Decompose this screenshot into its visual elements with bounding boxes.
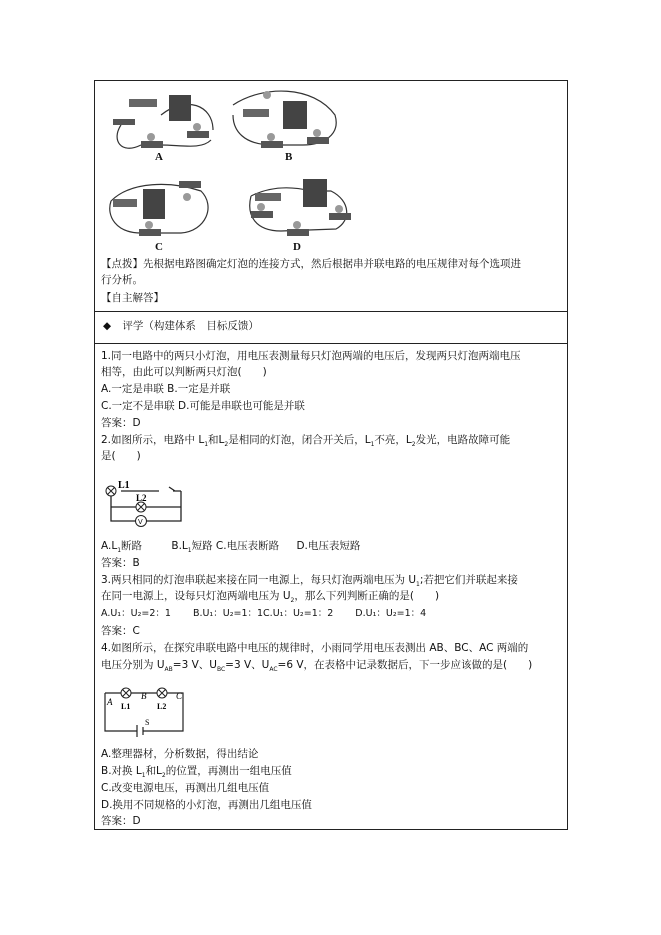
circuit-picture-c <box>101 171 221 251</box>
q2-label-l2: L2 <box>136 493 147 503</box>
q1-option-cd: C.一定不是串联 D.可能是串联也可能是并联 <box>101 400 305 412</box>
self-answer-label: 【自主解答】 <box>101 292 164 304</box>
q4-option-c: C.改变电源电压，再测出几组电压值 <box>101 782 270 794</box>
q2-line-2: 是( ) <box>101 450 141 462</box>
tip-line-1: 【点拨】先根据电路图确定灯泡的连接方式，然后根据串并联电路的电压规律对每个选项进 <box>101 258 521 270</box>
q3-options: A.U₁：U₂=2：1 B.U₁：U₂=1：1C.U₁：U₂=1：2 D.U₁：U₂=1：4 <box>101 608 427 619</box>
q1-option-ab: A.一定是串联 B.一定是并联 <box>101 383 231 395</box>
section-header <box>103 319 259 334</box>
q4-label-b: B <box>141 691 147 701</box>
q2-answer: 答案：B <box>101 557 140 569</box>
q4-line-2: 电压分别为 $U_{AB}=3$ V、$U_{BC}=3$ V、$U_{AC}=6$ V，在表格中记录数据后，下一步应该做的是( ) <box>101 659 533 674</box>
divider <box>95 343 567 344</box>
q3-answer: 答案：C <box>101 625 140 637</box>
q1-line-1: 1.同一电路中的两只小灯泡，用电压表测量每只灯泡两端的电压后，发现两只灯泡两端电压 <box>101 350 521 362</box>
bullet: ◆ <box>103 320 112 332</box>
picture-label-d: D <box>293 241 301 253</box>
q4-label-a: A <box>107 697 113 707</box>
circuit-picture-b <box>223 85 343 167</box>
picture-label-c: C <box>155 241 163 253</box>
tip-line-2: 行分析。 <box>101 274 143 286</box>
q2-circuit-diagram <box>103 477 189 529</box>
q1-answer: 答案：D <box>101 417 141 429</box>
q4-option-a: A.整理器材，分析数据，得出结论 <box>101 748 259 760</box>
q4-label-l2: L2 <box>157 702 167 711</box>
section-title: 评学（构建体系 目标反馈） <box>122 320 259 332</box>
picture-label-a: A <box>155 151 163 163</box>
q2-label-v: V <box>138 519 143 526</box>
picture-label-b: B <box>285 151 293 163</box>
q4-circuit-diagram <box>101 681 187 741</box>
q4-label-l1: L1 <box>121 702 131 711</box>
q3-line-1: 3.两只相同的灯泡串联起来接在同一电源上，每只灯泡两端电压为 $U_1$;若把它们并联起来接 <box>101 574 518 589</box>
q4-line-1: 4.如图所示，在探究串联电路中电压的规律时，小雨同学用电压表测出 AB、BC、AC 两端的 <box>101 642 529 654</box>
q1-line-2: 相等，由此可以判断两只灯泡( ) <box>101 366 267 378</box>
q2-line-1: 2.如图所示，电路中 $L_1$和$L_2$是相同的灯泡，闭合开关后，$L_1$不亮，$L_2$发光，电路故障可能 <box>101 434 511 449</box>
q3-line-2: 在同一电源上，设每只灯泡两端电压为 $U_2$，那么下列判断正确的是( ) <box>101 590 440 605</box>
content-table <box>94 80 568 830</box>
q4-option-b: B.对换 $L_1$和$L_2$的位置，再测出一组电压值 <box>101 765 292 780</box>
divider <box>95 311 567 312</box>
q4-answer: 答案：D <box>101 815 141 827</box>
circuit-picture-d <box>241 171 361 251</box>
q4-option-d: D.换用不同规格的小灯泡，再测出几组电压值 <box>101 799 312 811</box>
q2-options: $A.L_1$断路 $B.L_1$短路 C.电压表断路 D.电压表短路 <box>101 540 361 555</box>
q4-label-c: C <box>176 691 183 701</box>
q4-label-s: S <box>145 718 150 727</box>
q2-label-l1: L1 <box>118 480 130 491</box>
